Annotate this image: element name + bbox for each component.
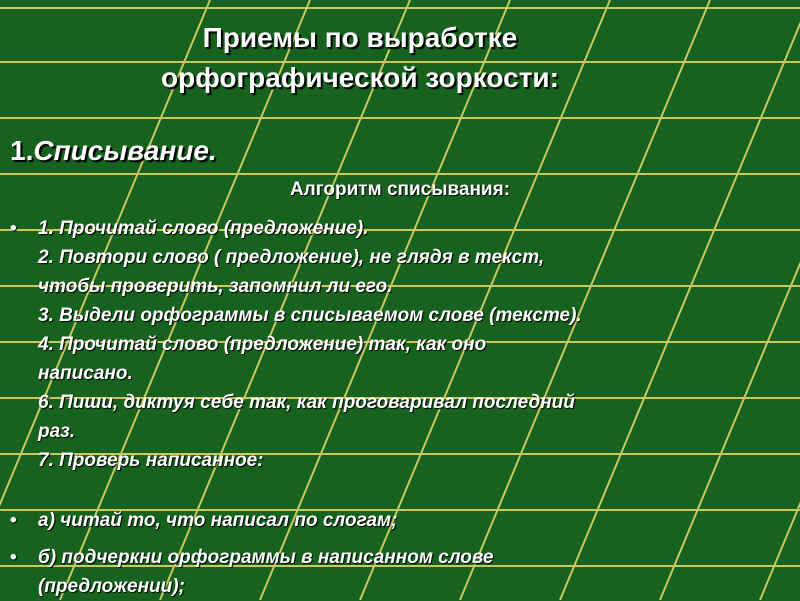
step-line: 4. Прочитай слово (предложение) так, как оно: [38, 334, 487, 355]
step-line: (предложении);: [38, 576, 185, 597]
step-line: 7. Проверь написанное:: [38, 450, 264, 471]
step-line: б) подчеркни орфограммы в написанном слове: [38, 547, 494, 568]
step-line: 2. Повтори слово ( предложение), не глядя в текст,: [38, 247, 545, 268]
algorithm-subheading: Алгоритм списывания:: [289, 179, 511, 200]
list-item-read-by-syllables: [10, 506, 800, 535]
step-line: 1. Прочитай слово (предложение).: [38, 218, 369, 239]
bullet-icon: •: [10, 218, 17, 239]
step-line: а) читай то, что написал по слогам;: [38, 510, 398, 531]
slide-title-line-2: орфографической зоркости:: [161, 62, 559, 93]
bullet-icon: •: [10, 547, 17, 568]
step-line: 6. Пиши, диктуя себе так, как проговаривал последний: [38, 392, 575, 413]
section-heading-text: Списывание.: [33, 135, 217, 166]
list-item-algorithm-steps: [10, 214, 800, 475]
step-line: написано.: [38, 363, 133, 384]
step-line: 3. Выдели орфограммы в списываемом слове (тексте).: [38, 305, 582, 326]
list-item-underline-orthograms: [10, 543, 800, 601]
slide-title-line-1: Приемы по выработке: [202, 22, 518, 53]
slide-title: [0, 18, 720, 98]
bullet-icon: •: [10, 510, 17, 531]
section-heading: [10, 133, 217, 169]
step-line: чтобы проверить, запомнил ли его.: [38, 276, 393, 297]
step-line: раз.: [38, 421, 76, 442]
section-number: 1.: [10, 135, 34, 166]
